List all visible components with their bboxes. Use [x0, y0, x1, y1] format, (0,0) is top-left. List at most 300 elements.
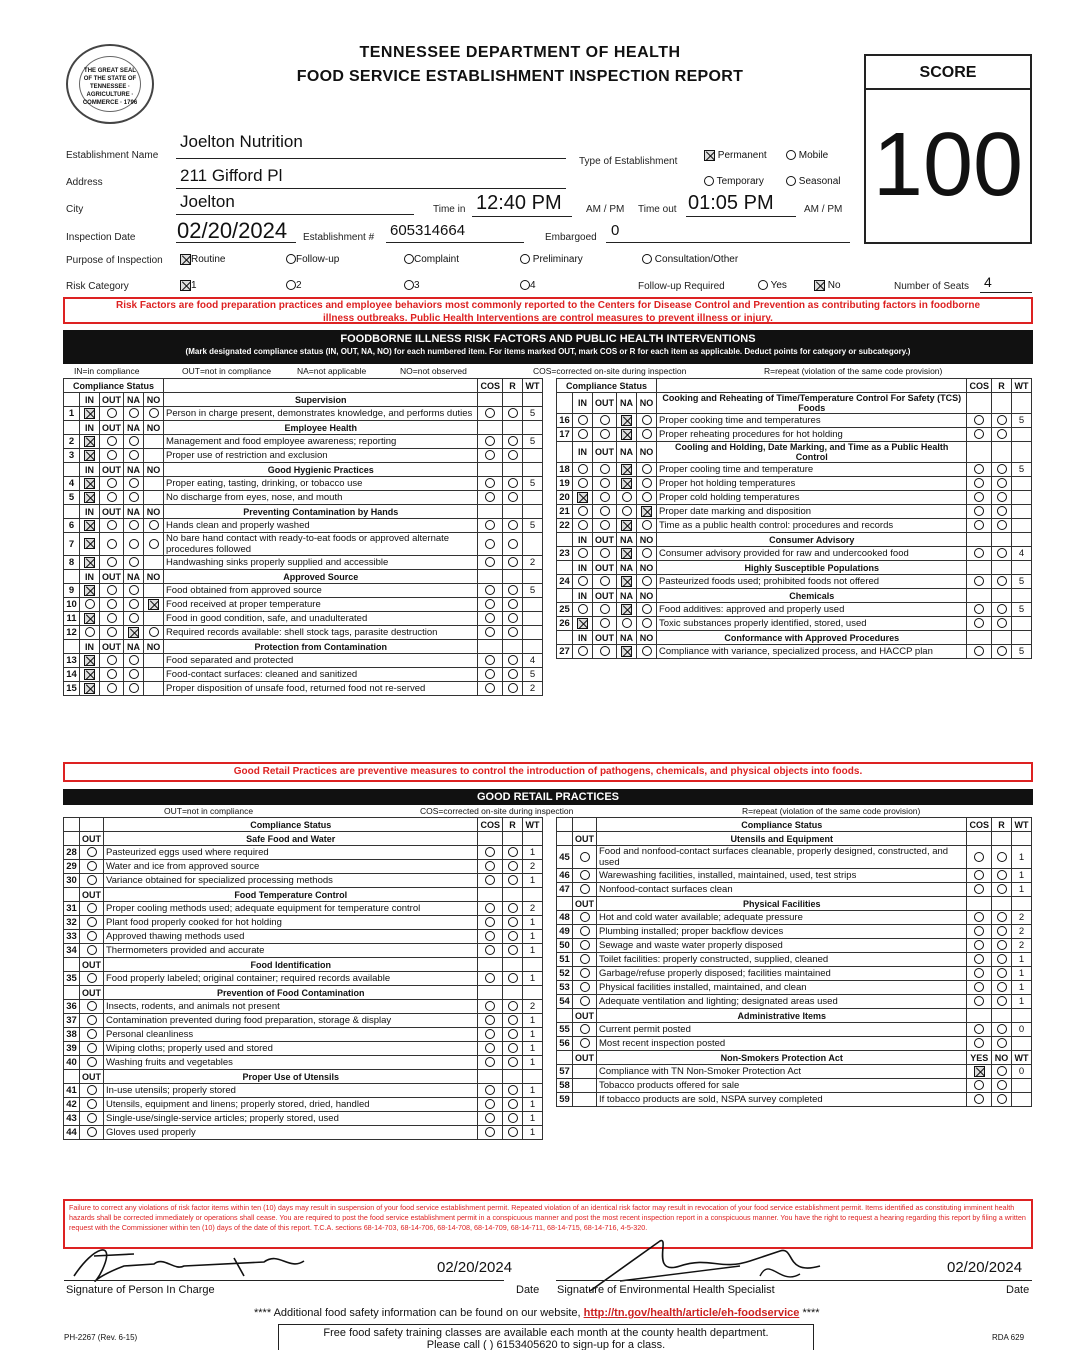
radio-icon[interactable]: [107, 627, 117, 637]
status-cell[interactable]: [100, 556, 124, 570]
status-cell[interactable]: [573, 617, 593, 631]
radio-icon[interactable]: [107, 613, 117, 623]
checked-box-icon[interactable]: [84, 478, 95, 489]
out-cell[interactable]: [573, 967, 597, 981]
checked-box-icon[interactable]: [621, 576, 632, 587]
repeat-cell[interactable]: [503, 874, 523, 888]
radio-icon[interactable]: [85, 599, 95, 609]
status-cell[interactable]: [100, 626, 124, 640]
out-cell[interactable]: [573, 1023, 597, 1037]
repeat-cell[interactable]: [992, 414, 1012, 428]
radio-icon[interactable]: [107, 599, 117, 609]
status-cell[interactable]: [593, 617, 617, 631]
cos-cell[interactable]: [967, 925, 992, 939]
radio-icon[interactable]: [508, 847, 518, 857]
radio-icon[interactable]: [974, 604, 984, 614]
cos-cell[interactable]: [478, 598, 503, 612]
radio-icon[interactable]: [129, 408, 139, 418]
status-cell[interactable]: [144, 584, 164, 598]
cos-cell[interactable]: [478, 449, 503, 463]
repeat-cell[interactable]: [992, 953, 1012, 967]
cos-cell[interactable]: [478, 1028, 503, 1042]
radio-icon[interactable]: [508, 599, 518, 609]
out-cell[interactable]: [573, 846, 597, 869]
out-cell[interactable]: [80, 930, 104, 944]
radio-icon[interactable]: [107, 669, 117, 679]
cos-cell[interactable]: [967, 869, 992, 883]
radio-icon[interactable]: [87, 973, 97, 983]
status-cell[interactable]: [80, 407, 100, 421]
checked-box-icon[interactable]: [621, 604, 632, 615]
out-cell[interactable]: [80, 1028, 104, 1042]
cos-cell[interactable]: [478, 860, 503, 874]
radio-icon[interactable]: [508, 945, 518, 955]
cos-cell[interactable]: [967, 575, 992, 589]
status-cell[interactable]: [144, 477, 164, 491]
status-cell[interactable]: [80, 556, 100, 570]
status-cell[interactable]: [80, 612, 100, 626]
repeat-cell[interactable]: [992, 1065, 1012, 1079]
out-cell[interactable]: [573, 981, 597, 995]
radio-icon[interactable]: [974, 415, 984, 425]
cos-cell[interactable]: [967, 505, 992, 519]
status-cell[interactable]: [593, 645, 617, 659]
cos-cell[interactable]: [967, 967, 992, 981]
repeat-cell[interactable]: [503, 1098, 523, 1112]
status-cell[interactable]: [100, 533, 124, 556]
radio-icon[interactable]: [508, 436, 518, 446]
repeat-cell[interactable]: [992, 463, 1012, 477]
repeat-cell[interactable]: [992, 1023, 1012, 1037]
status-cell[interactable]: [124, 407, 144, 421]
radio-icon[interactable]: [642, 604, 652, 614]
type-mobile[interactable]: Mobile: [786, 150, 828, 161]
radio-icon[interactable]: [600, 576, 610, 586]
status-cell[interactable]: [144, 519, 164, 533]
radio-icon[interactable]: [485, 1127, 495, 1137]
cos-cell[interactable]: [967, 1023, 992, 1037]
status-cell[interactable]: [637, 575, 657, 589]
radio-icon[interactable]: [578, 576, 588, 586]
repeat-cell[interactable]: [992, 617, 1012, 631]
radio-icon[interactable]: [578, 506, 588, 516]
status-cell[interactable]: [124, 556, 144, 570]
radio-icon[interactable]: [600, 478, 610, 488]
radio-icon[interactable]: [997, 464, 1007, 474]
radio-icon[interactable]: [997, 604, 1007, 614]
radio-icon[interactable]: [87, 861, 97, 871]
cos-cell[interactable]: [967, 603, 992, 617]
radio-icon[interactable]: [508, 1057, 518, 1067]
status-cell[interactable]: [124, 584, 144, 598]
radio-icon[interactable]: [974, 940, 984, 950]
checked-box-icon[interactable]: [974, 1066, 985, 1077]
radio-icon[interactable]: [508, 408, 518, 418]
radio-icon[interactable]: [642, 429, 652, 439]
radio-icon[interactable]: [485, 492, 495, 502]
radio-icon[interactable]: [129, 669, 139, 679]
checked-box-icon[interactable]: [84, 450, 95, 461]
status-cell[interactable]: [80, 584, 100, 598]
status-cell[interactable]: [617, 414, 637, 428]
status-cell[interactable]: [124, 519, 144, 533]
checked-box-icon[interactable]: [84, 557, 95, 568]
status-cell[interactable]: [124, 612, 144, 626]
radio-icon[interactable]: [600, 464, 610, 474]
radio-icon[interactable]: [129, 585, 139, 595]
radio-icon[interactable]: [997, 996, 1007, 1006]
radio-icon[interactable]: [642, 464, 652, 474]
radio-icon[interactable]: [87, 1085, 97, 1095]
radio-icon[interactable]: [580, 926, 590, 936]
status-cell[interactable]: [80, 654, 100, 668]
radio-icon[interactable]: [997, 1094, 1007, 1104]
radio-icon[interactable]: [485, 627, 495, 637]
status-cell[interactable]: [144, 556, 164, 570]
radio-icon[interactable]: [485, 683, 495, 693]
type-seasonal[interactable]: Seasonal: [786, 176, 840, 187]
radio-icon[interactable]: [974, 870, 984, 880]
cos-cell[interactable]: [967, 617, 992, 631]
radio-icon[interactable]: [485, 669, 495, 679]
status-cell[interactable]: [80, 598, 100, 612]
status-cell[interactable]: [573, 414, 593, 428]
radio-icon[interactable]: [149, 627, 159, 637]
radio-icon[interactable]: [974, 1080, 984, 1090]
checked-box-icon[interactable]: [84, 655, 95, 666]
radio-icon[interactable]: [485, 1085, 495, 1095]
radio-icon[interactable]: [508, 669, 518, 679]
radio-icon[interactable]: [508, 1099, 518, 1109]
out-cell[interactable]: [80, 1098, 104, 1112]
repeat-cell[interactable]: [992, 505, 1012, 519]
repeat-cell[interactable]: [992, 1079, 1012, 1093]
status-cell[interactable]: [637, 547, 657, 561]
status-cell[interactable]: [637, 414, 657, 428]
radio-icon[interactable]: [129, 436, 139, 446]
radio-icon[interactable]: [974, 968, 984, 978]
radio-icon[interactable]: [508, 492, 518, 502]
radio-icon[interactable]: [622, 506, 632, 516]
cos-cell[interactable]: [967, 995, 992, 1009]
checked-box-icon[interactable]: [641, 506, 652, 517]
checked-box-icon[interactable]: [84, 408, 95, 419]
radio-icon[interactable]: [149, 539, 159, 549]
radio-icon[interactable]: [578, 464, 588, 474]
radio-icon[interactable]: [129, 478, 139, 488]
out-cell[interactable]: [80, 1126, 104, 1140]
radio-icon[interactable]: [508, 1001, 518, 1011]
radio-icon[interactable]: [485, 973, 495, 983]
repeat-cell[interactable]: [992, 939, 1012, 953]
radio-icon[interactable]: [997, 968, 1007, 978]
checked-box-icon[interactable]: [84, 683, 95, 694]
repeat-cell[interactable]: [992, 603, 1012, 617]
radio-icon[interactable]: [87, 1015, 97, 1025]
radio-icon[interactable]: [974, 548, 984, 558]
radio-icon[interactable]: [508, 450, 518, 460]
repeat-cell[interactable]: [992, 1093, 1012, 1107]
radio-icon[interactable]: [578, 429, 588, 439]
radio-icon[interactable]: [87, 945, 97, 955]
status-cell[interactable]: [593, 547, 617, 561]
checked-box-icon[interactable]: [148, 599, 159, 610]
radio-icon[interactable]: [508, 875, 518, 885]
radio-icon[interactable]: [997, 478, 1007, 488]
repeat-cell[interactable]: [503, 1042, 523, 1056]
repeat-cell[interactable]: [503, 902, 523, 916]
radio-icon[interactable]: [107, 520, 117, 530]
radio-icon[interactable]: [580, 884, 590, 894]
cos-cell[interactable]: [967, 547, 992, 561]
status-cell[interactable]: [144, 598, 164, 612]
status-cell[interactable]: [80, 449, 100, 463]
status-cell[interactable]: [637, 463, 657, 477]
radio-icon[interactable]: [107, 557, 117, 567]
repeat-cell[interactable]: [992, 519, 1012, 533]
status-cell[interactable]: [100, 668, 124, 682]
radio-icon[interactable]: [485, 1015, 495, 1025]
radio-icon[interactable]: [508, 520, 518, 530]
status-cell[interactable]: [573, 575, 593, 589]
cos-cell[interactable]: [967, 883, 992, 897]
status-cell[interactable]: [80, 626, 100, 640]
radio-icon[interactable]: [129, 557, 139, 567]
status-cell[interactable]: [593, 414, 617, 428]
radio-icon[interactable]: [85, 627, 95, 637]
radio-icon[interactable]: [129, 520, 139, 530]
risk-3[interactable]: 3: [404, 280, 420, 291]
cos-cell[interactable]: [478, 1000, 503, 1014]
checked-box-icon[interactable]: [621, 646, 632, 657]
status-cell[interactable]: [617, 547, 637, 561]
status-cell[interactable]: [573, 645, 593, 659]
cos-cell[interactable]: [478, 668, 503, 682]
out-cell[interactable]: [80, 874, 104, 888]
radio-icon[interactable]: [997, 506, 1007, 516]
purpose-followup[interactable]: Follow-up: [286, 254, 339, 265]
radio-icon[interactable]: [129, 599, 139, 609]
cos-cell[interactable]: [478, 654, 503, 668]
out-cell[interactable]: [80, 1112, 104, 1126]
checked-box-icon[interactable]: [621, 520, 632, 531]
radio-icon[interactable]: [580, 954, 590, 964]
out-cell[interactable]: [573, 869, 597, 883]
radio-icon[interactable]: [107, 492, 117, 502]
cos-cell[interactable]: [967, 645, 992, 659]
radio-icon[interactable]: [129, 450, 139, 460]
radio-icon[interactable]: [508, 1085, 518, 1095]
radio-icon[interactable]: [997, 548, 1007, 558]
cos-cell[interactable]: [967, 846, 992, 869]
cos-cell[interactable]: [967, 463, 992, 477]
radio-icon[interactable]: [974, 1024, 984, 1034]
repeat-cell[interactable]: [503, 1000, 523, 1014]
cos-cell[interactable]: [478, 846, 503, 860]
radio-icon[interactable]: [107, 408, 117, 418]
radio-icon[interactable]: [485, 436, 495, 446]
radio-icon[interactable]: [600, 520, 610, 530]
radio-icon[interactable]: [508, 973, 518, 983]
out-cell[interactable]: [573, 995, 597, 1009]
radio-icon[interactable]: [485, 557, 495, 567]
out-cell[interactable]: [573, 939, 597, 953]
status-cell[interactable]: [617, 505, 637, 519]
status-cell[interactable]: [124, 598, 144, 612]
radio-icon[interactable]: [485, 1099, 495, 1109]
cos-cell[interactable]: [478, 519, 503, 533]
status-cell[interactable]: [124, 654, 144, 668]
status-cell[interactable]: [100, 407, 124, 421]
out-cell[interactable]: [573, 1065, 597, 1079]
status-cell[interactable]: [593, 519, 617, 533]
repeat-cell[interactable]: [503, 1112, 523, 1126]
radio-icon[interactable]: [508, 1113, 518, 1123]
radio-icon[interactable]: [580, 1038, 590, 1048]
risk-2[interactable]: 2: [286, 280, 302, 291]
radio-icon[interactable]: [87, 1001, 97, 1011]
repeat-cell[interactable]: [503, 1084, 523, 1098]
radio-icon[interactable]: [87, 1099, 97, 1109]
status-cell[interactable]: [80, 477, 100, 491]
status-cell[interactable]: [617, 491, 637, 505]
status-cell[interactable]: [637, 519, 657, 533]
radio-icon[interactable]: [997, 415, 1007, 425]
status-cell[interactable]: [617, 463, 637, 477]
purpose-complaint[interactable]: Complaint: [404, 254, 459, 265]
status-cell[interactable]: [100, 435, 124, 449]
cos-cell[interactable]: [967, 911, 992, 925]
radio-icon[interactable]: [485, 599, 495, 609]
cos-cell[interactable]: [478, 407, 503, 421]
radio-icon[interactable]: [642, 618, 652, 628]
radio-icon[interactable]: [129, 492, 139, 502]
website-link[interactable]: http://tn.gov/health/article/eh-foodservice: [583, 1307, 800, 1319]
checked-box-icon[interactable]: [621, 415, 632, 426]
out-cell[interactable]: [80, 902, 104, 916]
status-cell[interactable]: [637, 428, 657, 442]
cos-cell[interactable]: [967, 1079, 992, 1093]
repeat-cell[interactable]: [503, 972, 523, 986]
cos-cell[interactable]: [967, 1093, 992, 1107]
checked-box-icon[interactable]: [84, 538, 95, 549]
cos-cell[interactable]: [478, 556, 503, 570]
status-cell[interactable]: [593, 603, 617, 617]
risk-1[interactable]: 1: [180, 280, 197, 291]
radio-icon[interactable]: [600, 492, 610, 502]
radio-icon[interactable]: [87, 1057, 97, 1067]
repeat-cell[interactable]: [503, 944, 523, 958]
status-cell[interactable]: [637, 645, 657, 659]
radio-icon[interactable]: [129, 683, 139, 693]
out-cell[interactable]: [80, 860, 104, 874]
radio-icon[interactable]: [974, 576, 984, 586]
out-cell[interactable]: [80, 1056, 104, 1070]
cos-cell[interactable]: [478, 1056, 503, 1070]
status-cell[interactable]: [80, 533, 100, 556]
radio-icon[interactable]: [485, 1043, 495, 1053]
radio-icon[interactable]: [107, 450, 117, 460]
radio-icon[interactable]: [974, 954, 984, 964]
status-cell[interactable]: [124, 435, 144, 449]
radio-icon[interactable]: [974, 852, 984, 862]
radio-icon[interactable]: [974, 520, 984, 530]
radio-icon[interactable]: [107, 683, 117, 693]
radio-icon[interactable]: [87, 1113, 97, 1123]
radio-icon[interactable]: [485, 613, 495, 623]
status-cell[interactable]: [124, 668, 144, 682]
radio-icon[interactable]: [600, 604, 610, 614]
radio-icon[interactable]: [974, 429, 984, 439]
cos-cell[interactable]: [478, 477, 503, 491]
radio-icon[interactable]: [600, 548, 610, 558]
radio-icon[interactable]: [485, 655, 495, 665]
cos-cell[interactable]: [478, 491, 503, 505]
radio-icon[interactable]: [508, 1029, 518, 1039]
radio-icon[interactable]: [580, 912, 590, 922]
radio-icon[interactable]: [485, 1001, 495, 1011]
radio-icon[interactable]: [485, 945, 495, 955]
repeat-cell[interactable]: [992, 846, 1012, 869]
purpose-preliminary[interactable]: Preliminary: [520, 254, 583, 265]
radio-icon[interactable]: [997, 884, 1007, 894]
status-cell[interactable]: [617, 603, 637, 617]
repeat-cell[interactable]: [503, 626, 523, 640]
radio-icon[interactable]: [580, 996, 590, 1006]
radio-icon[interactable]: [87, 931, 97, 941]
repeat-cell[interactable]: [992, 491, 1012, 505]
radio-icon[interactable]: [974, 884, 984, 894]
repeat-cell[interactable]: [503, 682, 523, 696]
status-cell[interactable]: [124, 449, 144, 463]
status-cell[interactable]: [144, 654, 164, 668]
radio-icon[interactable]: [642, 576, 652, 586]
radio-icon[interactable]: [508, 478, 518, 488]
status-cell[interactable]: [100, 584, 124, 598]
radio-icon[interactable]: [997, 852, 1007, 862]
radio-icon[interactable]: [508, 557, 518, 567]
radio-icon[interactable]: [997, 982, 1007, 992]
radio-icon[interactable]: [485, 1029, 495, 1039]
status-cell[interactable]: [593, 491, 617, 505]
out-cell[interactable]: [80, 944, 104, 958]
cos-cell[interactable]: [967, 939, 992, 953]
cos-cell[interactable]: [478, 1112, 503, 1126]
cos-cell[interactable]: [967, 477, 992, 491]
status-cell[interactable]: [124, 626, 144, 640]
status-cell[interactable]: [637, 505, 657, 519]
status-cell[interactable]: [124, 491, 144, 505]
checked-box-icon[interactable]: [577, 492, 588, 503]
checked-box-icon[interactable]: [577, 618, 588, 629]
status-cell[interactable]: [617, 575, 637, 589]
status-cell[interactable]: [80, 491, 100, 505]
repeat-cell[interactable]: [503, 519, 523, 533]
checked-box-icon[interactable]: [621, 478, 632, 489]
status-cell[interactable]: [80, 682, 100, 696]
radio-icon[interactable]: [578, 415, 588, 425]
radio-icon[interactable]: [642, 415, 652, 425]
radio-icon[interactable]: [485, 408, 495, 418]
cos-cell[interactable]: [967, 953, 992, 967]
status-cell[interactable]: [144, 533, 164, 556]
repeat-cell[interactable]: [992, 911, 1012, 925]
radio-icon[interactable]: [485, 861, 495, 871]
out-cell[interactable]: [80, 972, 104, 986]
checked-box-icon[interactable]: [84, 436, 95, 447]
radio-icon[interactable]: [974, 646, 984, 656]
cos-cell[interactable]: [478, 533, 503, 556]
